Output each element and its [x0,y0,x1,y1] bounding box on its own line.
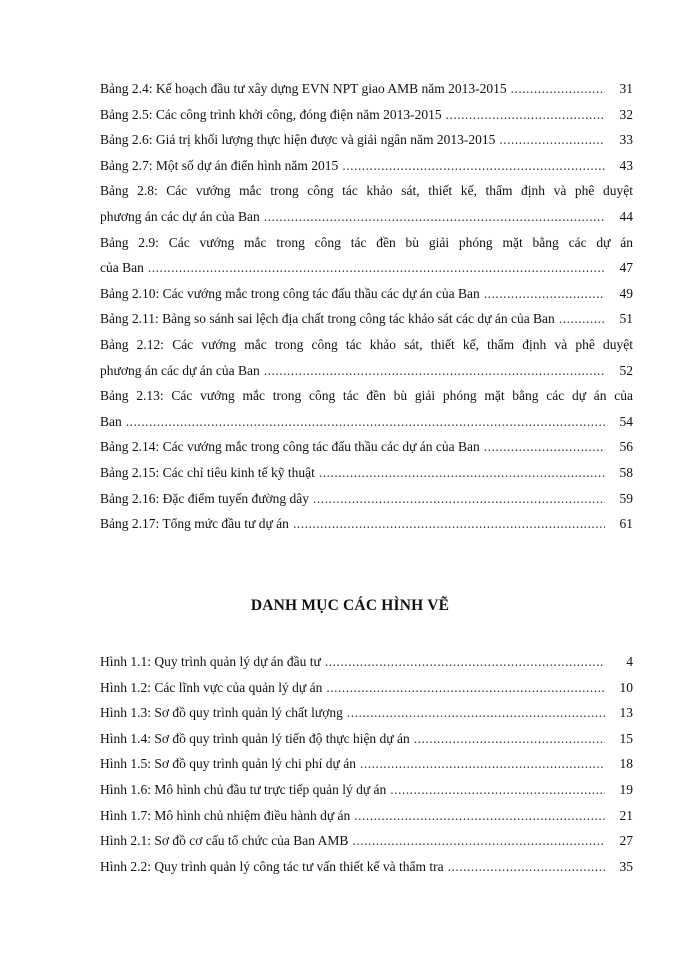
toc-entry-line [100,383,633,409]
toc-entry [100,306,633,332]
list-of-figures [100,649,633,879]
toc-entry-title: Bảng 2.17: Tổng mức đầu tư dự án [100,516,289,532]
dot-leader [390,777,605,803]
toc-entry [100,460,633,486]
toc-page-number: 43 [619,157,633,173]
toc-entry [100,486,633,512]
toc-entry [100,675,633,701]
toc-entry [100,230,633,281]
toc-page-number: 32 [619,106,633,122]
toc-entry-line [100,854,633,880]
toc-entry-line [100,358,633,384]
toc-entry [100,434,633,460]
toc-page-number: 61 [619,516,633,532]
toc-entry-line [100,255,633,281]
toc-entry-title: Hình 1.4: Sơ đồ quy trình quản lý tiến độ thực hiện dự án [100,730,410,746]
toc-entry-line [100,230,633,256]
toc-entry-title: Bảng 2.14: Các vướng mắc trong công tác đấu thầu các dự án của Ban [100,439,480,455]
toc-entry-title: Bảng 2.5: Các công trình khởi công, đóng điện năm 2013-2015 [100,106,442,122]
toc-entry-title: Hình 1.5: Sơ đồ quy trình quản lý chi phí dự án [100,756,356,772]
toc-entry-title: Bảng 2.15: Các chỉ tiêu kinh tế kỹ thuật [100,464,315,480]
dot-leader [313,486,605,512]
toc-entry-line [100,777,633,803]
toc-entry-title: Hình 2.1: Sơ đồ cơ cấu tổ chức của Ban AMB [100,833,349,849]
toc-page-number: 35 [619,858,633,874]
toc-entry-line [100,700,633,726]
dot-leader [352,828,605,854]
toc-entry-title: của Ban [100,260,144,276]
toc-page-number: 10 [619,679,633,695]
toc-page-number: 47 [619,260,633,276]
toc-entry [100,153,633,179]
toc-entry [100,76,633,102]
toc-entry-line [100,204,633,230]
toc-entry [100,383,633,434]
toc-entry-line [100,803,633,829]
toc-entry-line [100,332,633,358]
toc-page-number: 44 [619,208,633,224]
toc-entry [100,511,633,537]
dot-leader [126,409,605,435]
dot-leader [448,854,605,880]
toc-entry [100,854,633,880]
toc-entry-title: Hình 1.3: Sơ đồ quy trình quản lý chất lượng [100,705,343,721]
dot-leader [559,306,605,332]
toc-entry-title: Hình 2.2: Quy trình quản lý công tác tư vấn thiết kế và thẩm tra [100,858,444,874]
toc-entry-title: phương án các dự án của Ban [100,362,260,378]
toc-entry [100,281,633,307]
toc-page-number: 52 [619,362,633,378]
toc-entry-line [100,511,633,537]
toc-entry-line [100,153,633,179]
toc-page-number: 4 [626,654,633,669]
toc-page-number: 56 [619,439,633,455]
toc-entry [100,751,633,777]
dot-leader [293,511,605,537]
toc-entry-line [100,751,633,777]
toc-entry-line [100,178,633,204]
toc-page-number: 33 [619,132,633,148]
toc-page-number: 15 [619,730,633,746]
toc-entry-title: Bảng 2.12: Các vướng mắc trong công tác khảo sát, thiết kế, thẩm định và phê duyệt [100,336,633,352]
toc-entry [100,127,633,153]
toc-entry-line [100,127,633,153]
toc-entry-line [100,281,633,307]
dot-leader [325,649,605,675]
toc-entry-title: Bảng 2.4: Kế hoạch đầu tư xây dựng EVN NPT giao AMB năm 2013-2015 [100,81,507,96]
dot-leader [148,255,605,281]
dot-leader [511,76,605,102]
toc-entry-line [100,434,633,460]
toc-entry-line [100,649,633,675]
figures-heading: DANH MỤC CÁC HÌNH VẼ [250,597,450,614]
toc-page-number: 54 [619,413,633,429]
dot-leader [446,102,605,128]
toc-entry-title: Hình 1.2: Các lĩnh vực của quản lý dự án [100,679,323,695]
toc-entry-title: Bảng 2.10: Các vướng mắc trong công tác đấu thầu các dự án của Ban [100,285,480,301]
toc-page-number: 13 [619,705,633,721]
toc-page-number: 18 [619,756,633,772]
dot-leader [342,153,605,179]
toc-entry-line [100,76,633,102]
toc-entry-title: Bảng 2.9: Các vướng mắc trong công tác đền bù giải phóng mặt bằng các dự án [100,234,633,250]
dot-leader [264,358,605,384]
toc-entry [100,649,633,675]
toc-entry [100,102,633,128]
toc-entry [100,828,633,854]
list-of-tables [100,76,633,537]
toc-entry-title: Hình 1.6: Mô hình chủ đầu tư trực tiếp quản lý dự án [100,781,387,797]
toc-entry [100,777,633,803]
toc-entry-title: Bảng 2.6: Giá trị khối lượng thực hiện được và giải ngân năm 2013-2015 [100,132,496,148]
toc-entry-title: Hình 1.1: Quy trình quản lý dự án đầu tư [100,654,321,669]
toc-entry [100,700,633,726]
toc-entry-line [100,726,633,752]
dot-leader [414,726,605,752]
toc-page-number: 58 [619,464,633,480]
toc-entry-line [100,828,633,854]
toc-entry-title: Bảng 2.13: Các vướng mắc trong công tác đền bù giải phóng mặt bằng các dự án của [100,388,633,404]
toc-entry [100,332,633,383]
toc-entry-line [100,306,633,332]
dot-leader [484,434,605,460]
toc-page-number: 19 [619,781,633,797]
toc-entry-title: Bảng 2.7: Một số dự án điển hình năm 2015 [100,157,339,173]
toc-entry-line [100,460,633,486]
toc-page-number: 59 [619,490,633,506]
toc-entry-line [100,486,633,512]
toc-entry-title: Bảng 2.16: Đặc điểm tuyến đường dây [100,490,310,506]
dot-leader [484,281,605,307]
toc-entry-title: Bảng 2.11: Bảng so sánh sai lệch địa chất trong công tác khảo sát các dự án của Ban [100,311,555,327]
toc-entry-line [100,675,633,701]
dot-leader [354,803,605,829]
dot-leader [319,460,605,486]
dot-leader [326,675,605,701]
toc-entry-line [100,409,633,435]
toc-entry-title: Bảng 2.8: Các vướng mắc trong công tác khảo sát, thiết kế, thẩm định và phê duyệt [100,183,633,199]
toc-page-number: 31 [619,81,633,96]
toc-page-number: 49 [619,285,633,301]
toc-page-number: 27 [619,833,633,849]
toc-entry-title: phương án các dự án của Ban [100,208,260,224]
toc-entry [100,178,633,229]
dot-leader [264,204,605,230]
toc-page-number: 51 [619,311,633,327]
dot-leader [360,751,605,777]
toc-entry-title: Hình 1.7: Mô hình chủ nhiệm điều hành dự án [100,807,351,823]
dot-leader [499,127,605,153]
toc-entry-title: Ban [100,413,122,429]
toc-entry-line [100,102,633,128]
toc-entry [100,726,633,752]
toc-page-number: 21 [619,807,633,823]
toc-entry [100,803,633,829]
dot-leader [347,700,605,726]
